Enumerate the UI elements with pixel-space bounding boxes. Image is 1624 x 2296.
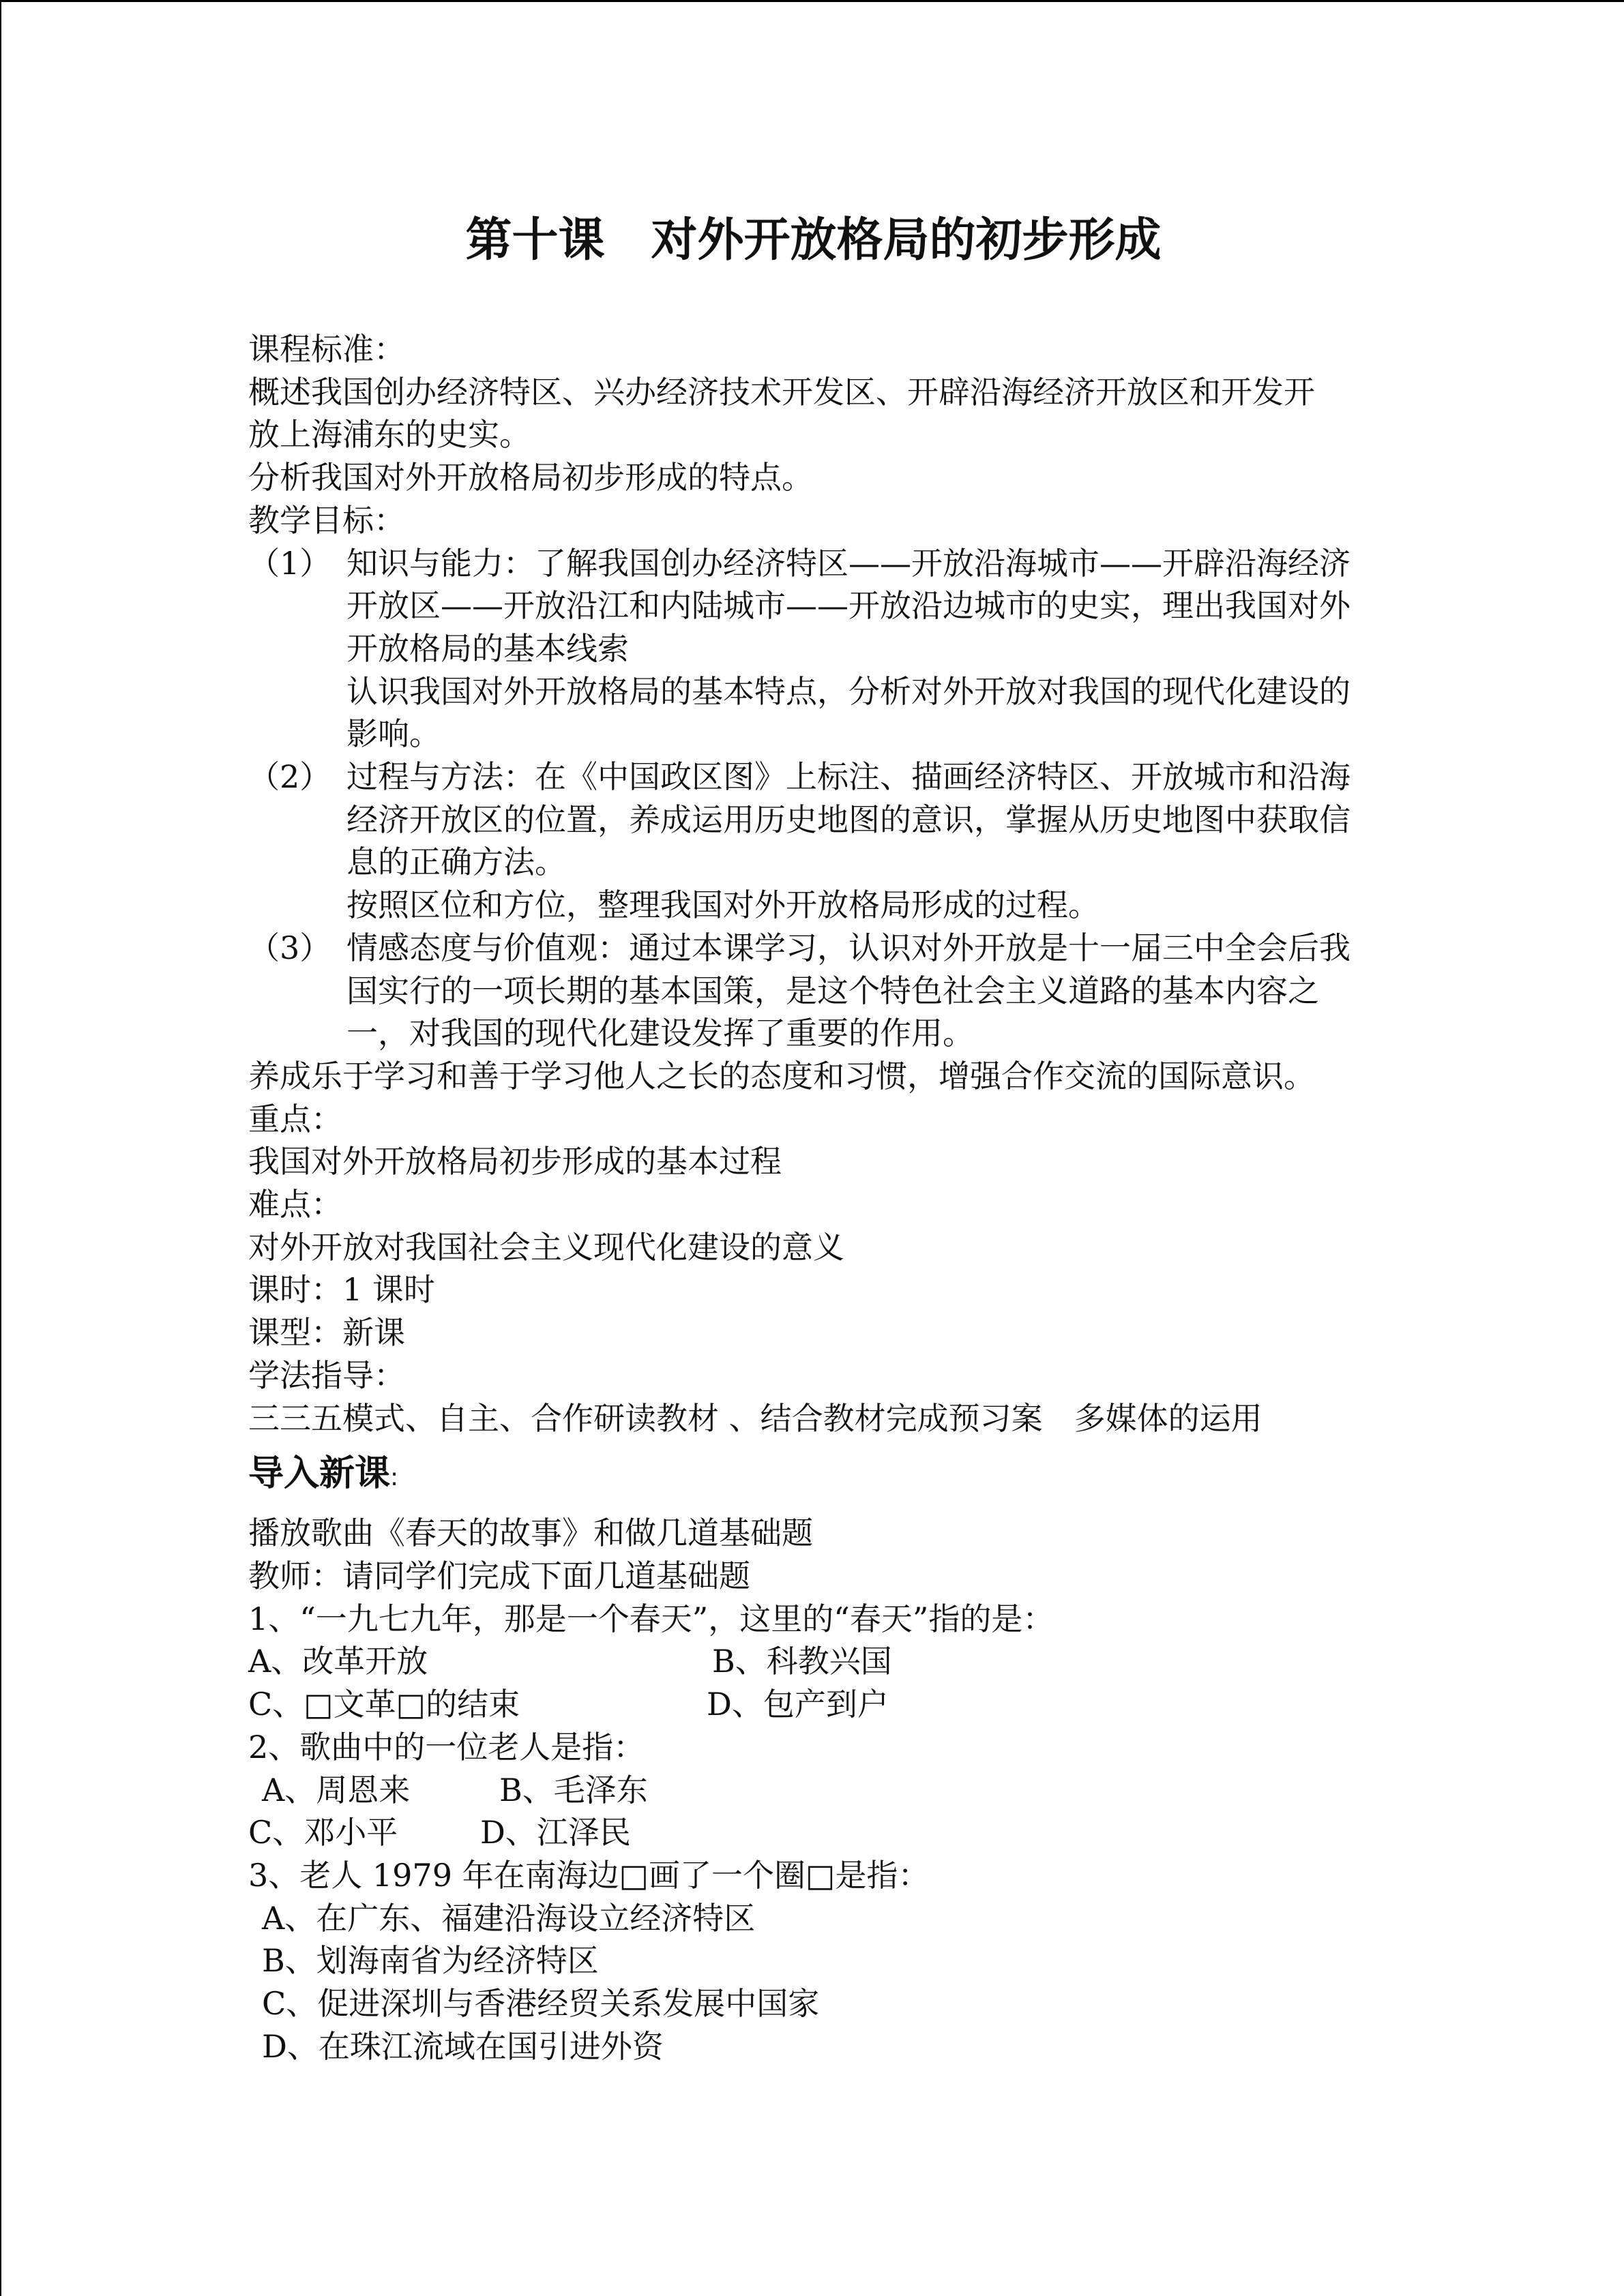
objective-body <box>346 756 1367 927</box>
objective-number: （3） <box>248 929 331 966</box>
document-body <box>248 328 1367 2068</box>
objective-item <box>248 756 1367 927</box>
objective-continuation: 按照区位和方位，整理我国对外开放格局形成的过程。 <box>346 886 1099 924</box>
intro-line: 教师：请同学们完成下面几道基础题 <box>248 1557 750 1594</box>
course-standard-line: 概述我国创办经济特区、兴办经济技术开发区、开辟沿海经济开放区和开发开 <box>248 373 1315 411</box>
option-a: A、周恩来 <box>262 1771 411 1808</box>
difficulty-text: 对外开放对我国社会主义现代化建设的意义 <box>248 1228 844 1266</box>
key-point-heading: 重点： <box>248 1100 342 1137</box>
option-row <box>248 1683 1367 1726</box>
intro-heading-text: 导入新课 <box>248 1453 391 1495</box>
option-b: B、科教兴国 <box>712 1643 892 1680</box>
class-type: 课型：新课 <box>248 1314 405 1352</box>
option-b: B、划海南省为经济特区 <box>262 1942 599 1980</box>
key-point-text: 我国对外开放格局初步形成的基本过程 <box>248 1143 782 1180</box>
objective-item <box>248 542 1367 756</box>
question-stem: 3、老人 1979 年在南海边□画了一个圈□是指： <box>248 1856 930 1894</box>
objective-body <box>346 542 1367 756</box>
method-heading: 学法指导： <box>248 1356 405 1394</box>
option-d: D、包产到户 <box>707 1686 889 1723</box>
course-standard-line: 分析我国对外开放格局初步形成的特点。 <box>248 459 813 496</box>
option-row <box>248 1640 1367 1683</box>
objective-text: 情感态度与价值观：通过本课学习，认识对外开放是十一届三中全会后我国实行的一项长期的基本国策，是这个特色社会主义道路的基本内容之一，对我国的现代化建设发挥了重要的作用。 <box>346 929 1350 1052</box>
objectives-after: 养成乐于学习和善于学习他人之长的态度和习惯，增强合作交流的国际意识。 <box>248 1057 1315 1094</box>
objective-text: 知识与能力：了解我国创办经济特区——开放沿海城市——开辟沿海经济开放区——开放沿江和内陆城市——开放沿边城市的史实，理出我国对外开放格局的基本线索 <box>346 544 1350 667</box>
objectives-heading: 教学目标： <box>248 501 405 539</box>
option-b: B、毛泽东 <box>499 1771 648 1808</box>
class-hours: 课时：1 课时 <box>248 1271 435 1309</box>
question-stem: 2、歌曲中的一位老人是指： <box>248 1728 645 1765</box>
question-stem: 1、“一九七九年，那是一个春天”，这里的“春天”指的是： <box>248 1600 1054 1637</box>
method-text: 三三五模式、自主、合作研读教材 、结合教材完成预习案 多媒体的运用 <box>248 1399 1263 1437</box>
objective-number: （2） <box>248 758 331 796</box>
course-standard-line: 放上海浦东的史实。 <box>248 416 531 453</box>
option-d: D、在珠江流域在国引进外资 <box>262 2027 664 2065</box>
objective-number: （1） <box>248 544 331 582</box>
difficulty-heading: 难点： <box>248 1186 342 1223</box>
option-a: A、在广东、福建沿海设立经济特区 <box>262 1899 756 1937</box>
option-d: D、江泽民 <box>480 1814 631 1851</box>
objective-continuation: 认识我国对外开放格局的基本特点，分析对外开放对我国的现代化建设的影响。 <box>346 672 1350 753</box>
page-title: 第十课 对外开放格局的初步形成 <box>465 213 1162 267</box>
option-a: A、改革开放 <box>248 1643 428 1680</box>
intro-heading <box>248 1449 1367 1502</box>
option-c: C、促进深圳与香港经贸关系发展中国家 <box>262 1985 820 2023</box>
option-c: C、□文革□的结束 <box>248 1686 520 1723</box>
course-standard-heading: 课程标准： <box>248 331 405 368</box>
objective-text: 过程与方法：在《中国政区图》上标注、描画经济特区、开放城市和沿海经济开放区的位置，养成运用历史地图的意识，掌握从历史地图中获取信息的正确方法。 <box>346 758 1350 881</box>
option-row <box>248 1769 1367 1812</box>
objective-body <box>346 927 1367 1055</box>
intro-line: 播放歌曲《春天的故事》和做几道基础题 <box>248 1515 813 1552</box>
objective-item <box>248 927 1367 1055</box>
option-c: C、邓小平 <box>248 1814 398 1851</box>
option-row <box>248 1811 1367 1854</box>
intro-heading-colon: : <box>390 1463 399 1492</box>
